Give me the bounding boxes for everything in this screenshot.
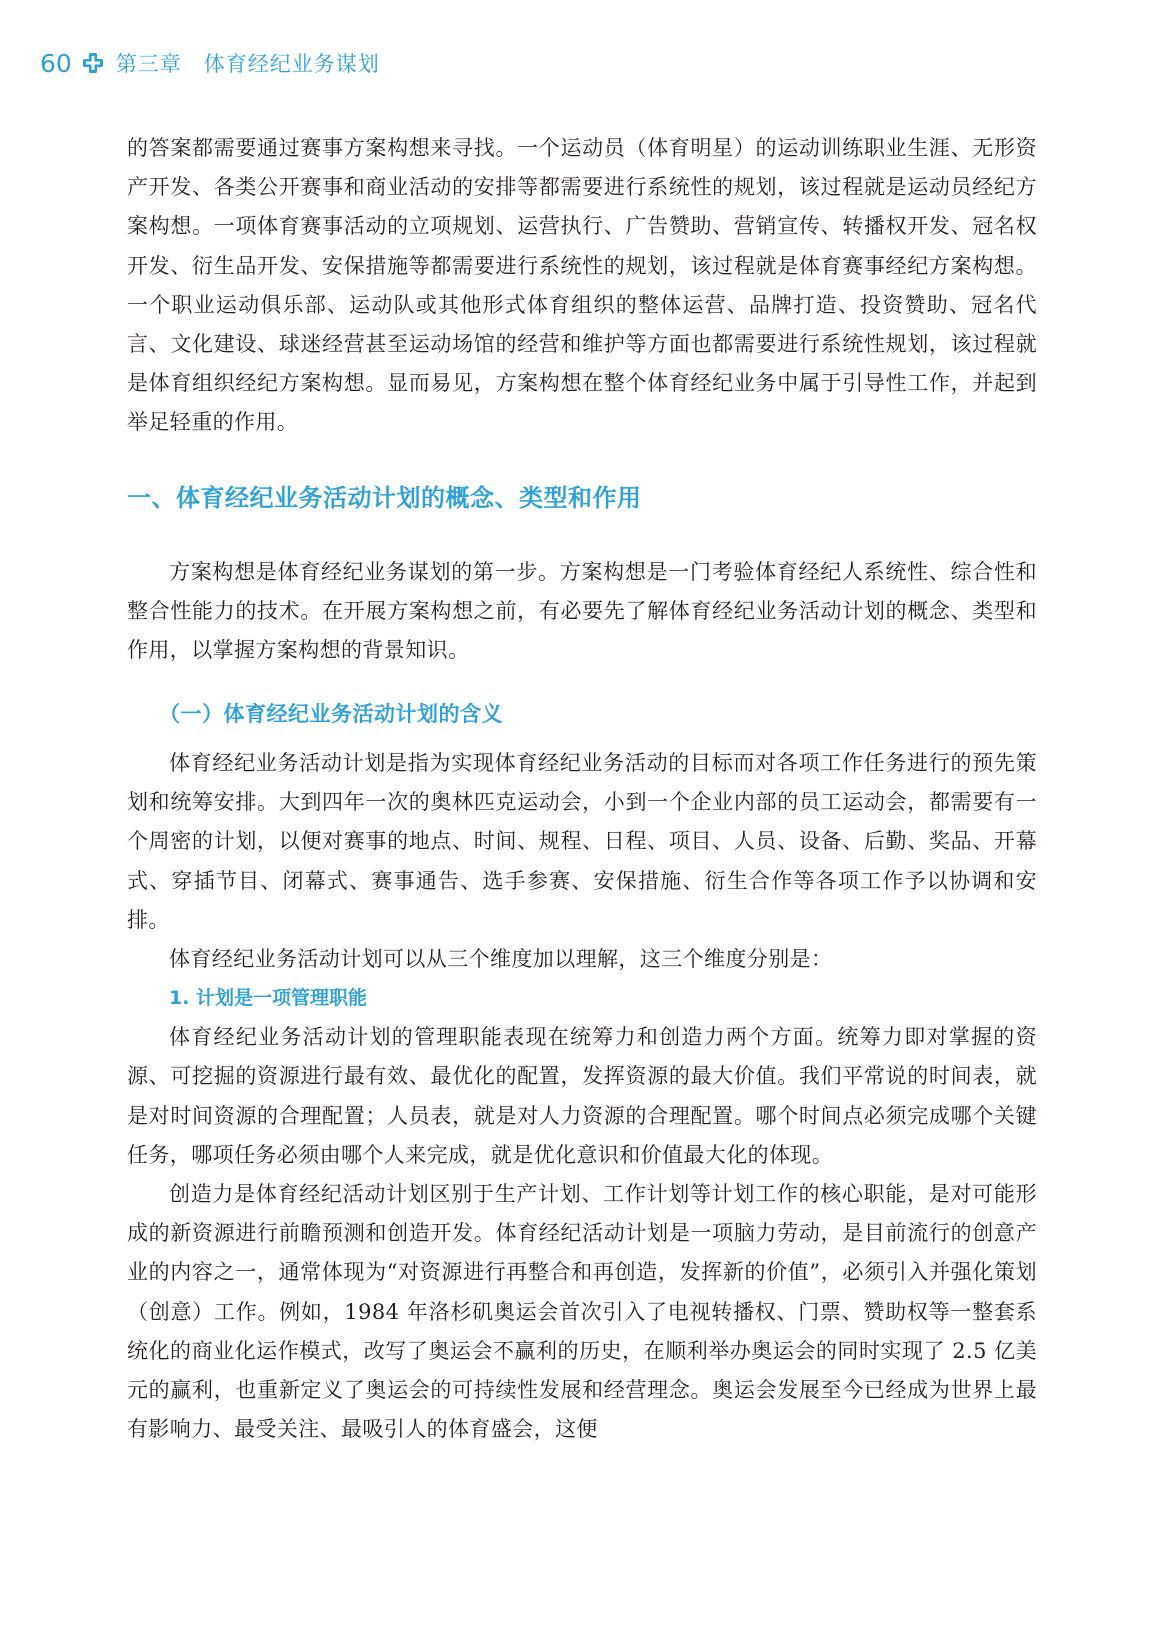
- point-paragraph: 创造力是体育经纪活动计划区别于生产计划、工作计划等计划工作的核心职能，是对可能形成的新资源进行前瞻预测和创造开发。体育经纪活动计划是一项脑力劳动，是目前流行的创意产业的内容之一，通常体现为“对资源进行再整合和再创造，发挥新的价值”，必须引入并强化策划（创意）工作。例如，1984 年洛杉矶奥运会首次引入了电视转播权、门票、赞助权等一整套系统化的商业化运作模式，改写了奥运会不赢利的历史，在顺利举办奥运会的同时实现了 2.5 亿美元的赢利，也重新定义了奥运会的可持续性发展和经营理念。奥运会发展至今已经成为世界上最有影响力、最受关注、最吸引人的体育盛会，这便: [127, 1182, 1037, 1442]
- subsection-heading-block: [127, 694, 1037, 734]
- page-number: 60: [40, 48, 72, 78]
- cross-icon: [82, 52, 104, 74]
- point-heading: 1. 计划是一项管理职能: [169, 987, 368, 1010]
- intro-section: [127, 129, 1037, 443]
- point-paragraph: 体育经纪业务活动计划的管理职能表现在统筹力和创造力两个方面。统筹力即对掌握的资源、可挖掘的资源进行最有效、最优化的配置，发挥资源的最大价值。我们平常说的时间表，就是对时间资源的合理配置；人员表，就是对人力资源的合理配置。哪个时间点必须完成哪个关键任务，哪项任务必须由哪个人来完成，就是优化意识和价值最大化的体现。: [127, 1025, 1037, 1167]
- section-heading: 一、体育经纪业务活动计划的概念、类型和作用: [127, 484, 642, 512]
- subsection-paragraph: 体育经纪业务活动计划是指为实现体育经纪业务活动的目标而对各项工作任务进行的预先策划和统筹安排。大到四年一次的奥林匹克运动会，小到一个企业内部的员工运动会，都需要有一个周密的计划，以便对赛事的地点、时间、规程、日程、项目、人员、设备、后勤、奖品、开幕式、穿插节目、闭幕式、赛事通告、选手参赛、安保措施、衍生合作等各项工作予以协调和安排。: [127, 751, 1037, 932]
- section-intro-block: [127, 553, 1037, 671]
- subsection-heading: （一）体育经纪业务活动计划的含义: [159, 702, 503, 726]
- section-intro-paragraph: 方案构想是体育经纪业务谋划的第一步。方案构想是一门考验体育经纪人系统性、综合性和整合性能力的技术。在开展方案构想之前，有必要先了解体育经纪业务活动计划的概念、类型和作用，以掌握方案构想的背景知识。: [127, 560, 1037, 663]
- section-heading-block: [127, 478, 1037, 518]
- subsection-body: [127, 744, 1037, 1449]
- running-header: [40, 48, 380, 78]
- intro-paragraph: 的答案都需要通过赛事方案构想来寻找。一个运动员（体育明星）的运动训练职业生涯、无形资产开发、各类公开赛事和商业活动的安排等都需要进行系统性的规划，该过程就是运动员经纪方案构想。一项体育赛事活动的立项规划、运营执行、广告赞助、营销宣传、转播权开发、冠名权开发、衍生品开发、安保措施等都需要进行系统性的规划，该过程就是体育赛事经纪方案构想。一个职业运动俱乐部、运动队或其他形式体育组织的整体运营、品牌打造、投资赞助、冠名代言、文化建设、球迷经营甚至运动场馆的经营和维护等方面也都需要进行系统性规划，该过程就是体育组织经纪方案构想。显而易见，方案构想在整个体育经纪业务中属于引导性工作，并起到举足轻重的作用。: [127, 136, 1037, 435]
- subsection-paragraph: 体育经纪业务活动计划可以从三个维度加以理解，这三个维度分别是：: [169, 947, 833, 972]
- chapter-title: 第三章 体育经纪业务谋划: [115, 52, 380, 76]
